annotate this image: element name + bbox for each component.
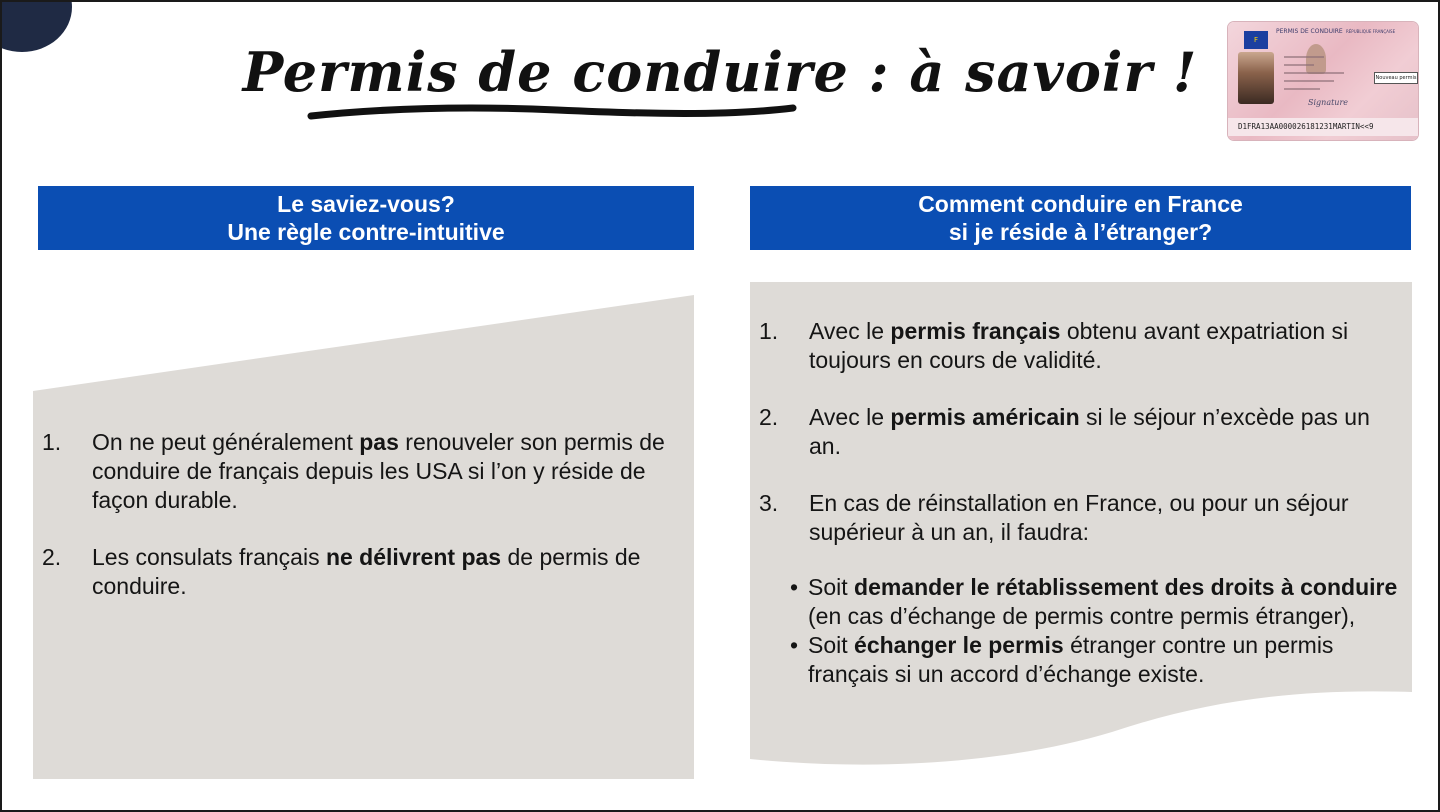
sub-list-item bbox=[785, 631, 1399, 689]
item-bold: permis américain bbox=[890, 404, 1080, 430]
left-list bbox=[42, 428, 692, 629]
page-title: Permis de conduire : à savoir ! bbox=[242, 40, 1198, 104]
sub-list bbox=[785, 573, 1399, 689]
item-number: 1. bbox=[759, 318, 779, 344]
item-text: si le séjour n’excède pas un an. bbox=[809, 404, 1370, 459]
right-header-line2: si je réside à l’étranger? bbox=[948, 219, 1213, 245]
item-number: 2. bbox=[42, 544, 62, 570]
item-text: On ne peut généralement bbox=[92, 429, 360, 455]
item-text: de permis de conduire. bbox=[92, 544, 641, 599]
left-header-line2: Une règle contre-intuitive bbox=[227, 219, 505, 245]
item-text: obtenu avant expatriation si toujours en cours de validité. bbox=[809, 318, 1349, 373]
item-bold: demander le rétablissement des droits à conduire bbox=[854, 574, 1398, 600]
bullet-icon: • bbox=[790, 574, 799, 600]
item-number: 3. bbox=[759, 490, 779, 516]
license-country: RÉPUBLIQUE FRANÇAISE bbox=[1346, 29, 1396, 34]
item-text: Soit bbox=[808, 574, 855, 600]
license-header: PERMIS DE CONDUIRE bbox=[1276, 28, 1343, 35]
left-header-line1: Le saviez-vous? bbox=[277, 191, 455, 217]
list-item bbox=[42, 543, 692, 601]
item-number: 2. bbox=[759, 404, 779, 430]
item-text: renouveler son permis de conduire de français depuis les USA si l’on y réside de façon durable. bbox=[92, 429, 665, 513]
list-item bbox=[759, 403, 1399, 461]
item-text: En cas de réinstallation en France, ou pour un séjour supérieur à un an, il faudra: bbox=[809, 490, 1349, 545]
item-text: (en cas d’échange de permis contre permis étranger), bbox=[808, 603, 1356, 629]
license-signature: Signature bbox=[1308, 98, 1349, 107]
license-badge: Nouveau permis bbox=[1374, 72, 1418, 84]
item-bold: permis français bbox=[890, 318, 1061, 344]
list-item bbox=[759, 317, 1399, 375]
item-number: 1. bbox=[42, 429, 62, 455]
item-bold: échanger le permis bbox=[854, 632, 1064, 658]
item-text: étranger contre un permis français si un accord d’échange existe. bbox=[808, 632, 1334, 687]
bullet-icon: • bbox=[790, 632, 799, 658]
license-mrz: D1FRA13AA000026181231MARTIN<<9 bbox=[1228, 118, 1418, 136]
left-header bbox=[38, 186, 694, 250]
eu-flag-icon: F bbox=[1244, 31, 1268, 49]
item-text: Soit bbox=[808, 632, 855, 658]
item-text: Avec le bbox=[809, 404, 891, 430]
item-text: Les consulats français bbox=[92, 544, 326, 570]
right-header bbox=[750, 186, 1411, 250]
right-list bbox=[759, 317, 1399, 689]
sub-list-item bbox=[785, 573, 1399, 631]
list-item bbox=[759, 489, 1399, 689]
item-bold: ne délivrent pas bbox=[325, 544, 502, 570]
right-header-line1: Comment conduire en France bbox=[918, 191, 1243, 217]
item-bold: pas bbox=[359, 429, 399, 455]
item-text: Avec le bbox=[809, 318, 891, 344]
list-item bbox=[42, 428, 692, 515]
